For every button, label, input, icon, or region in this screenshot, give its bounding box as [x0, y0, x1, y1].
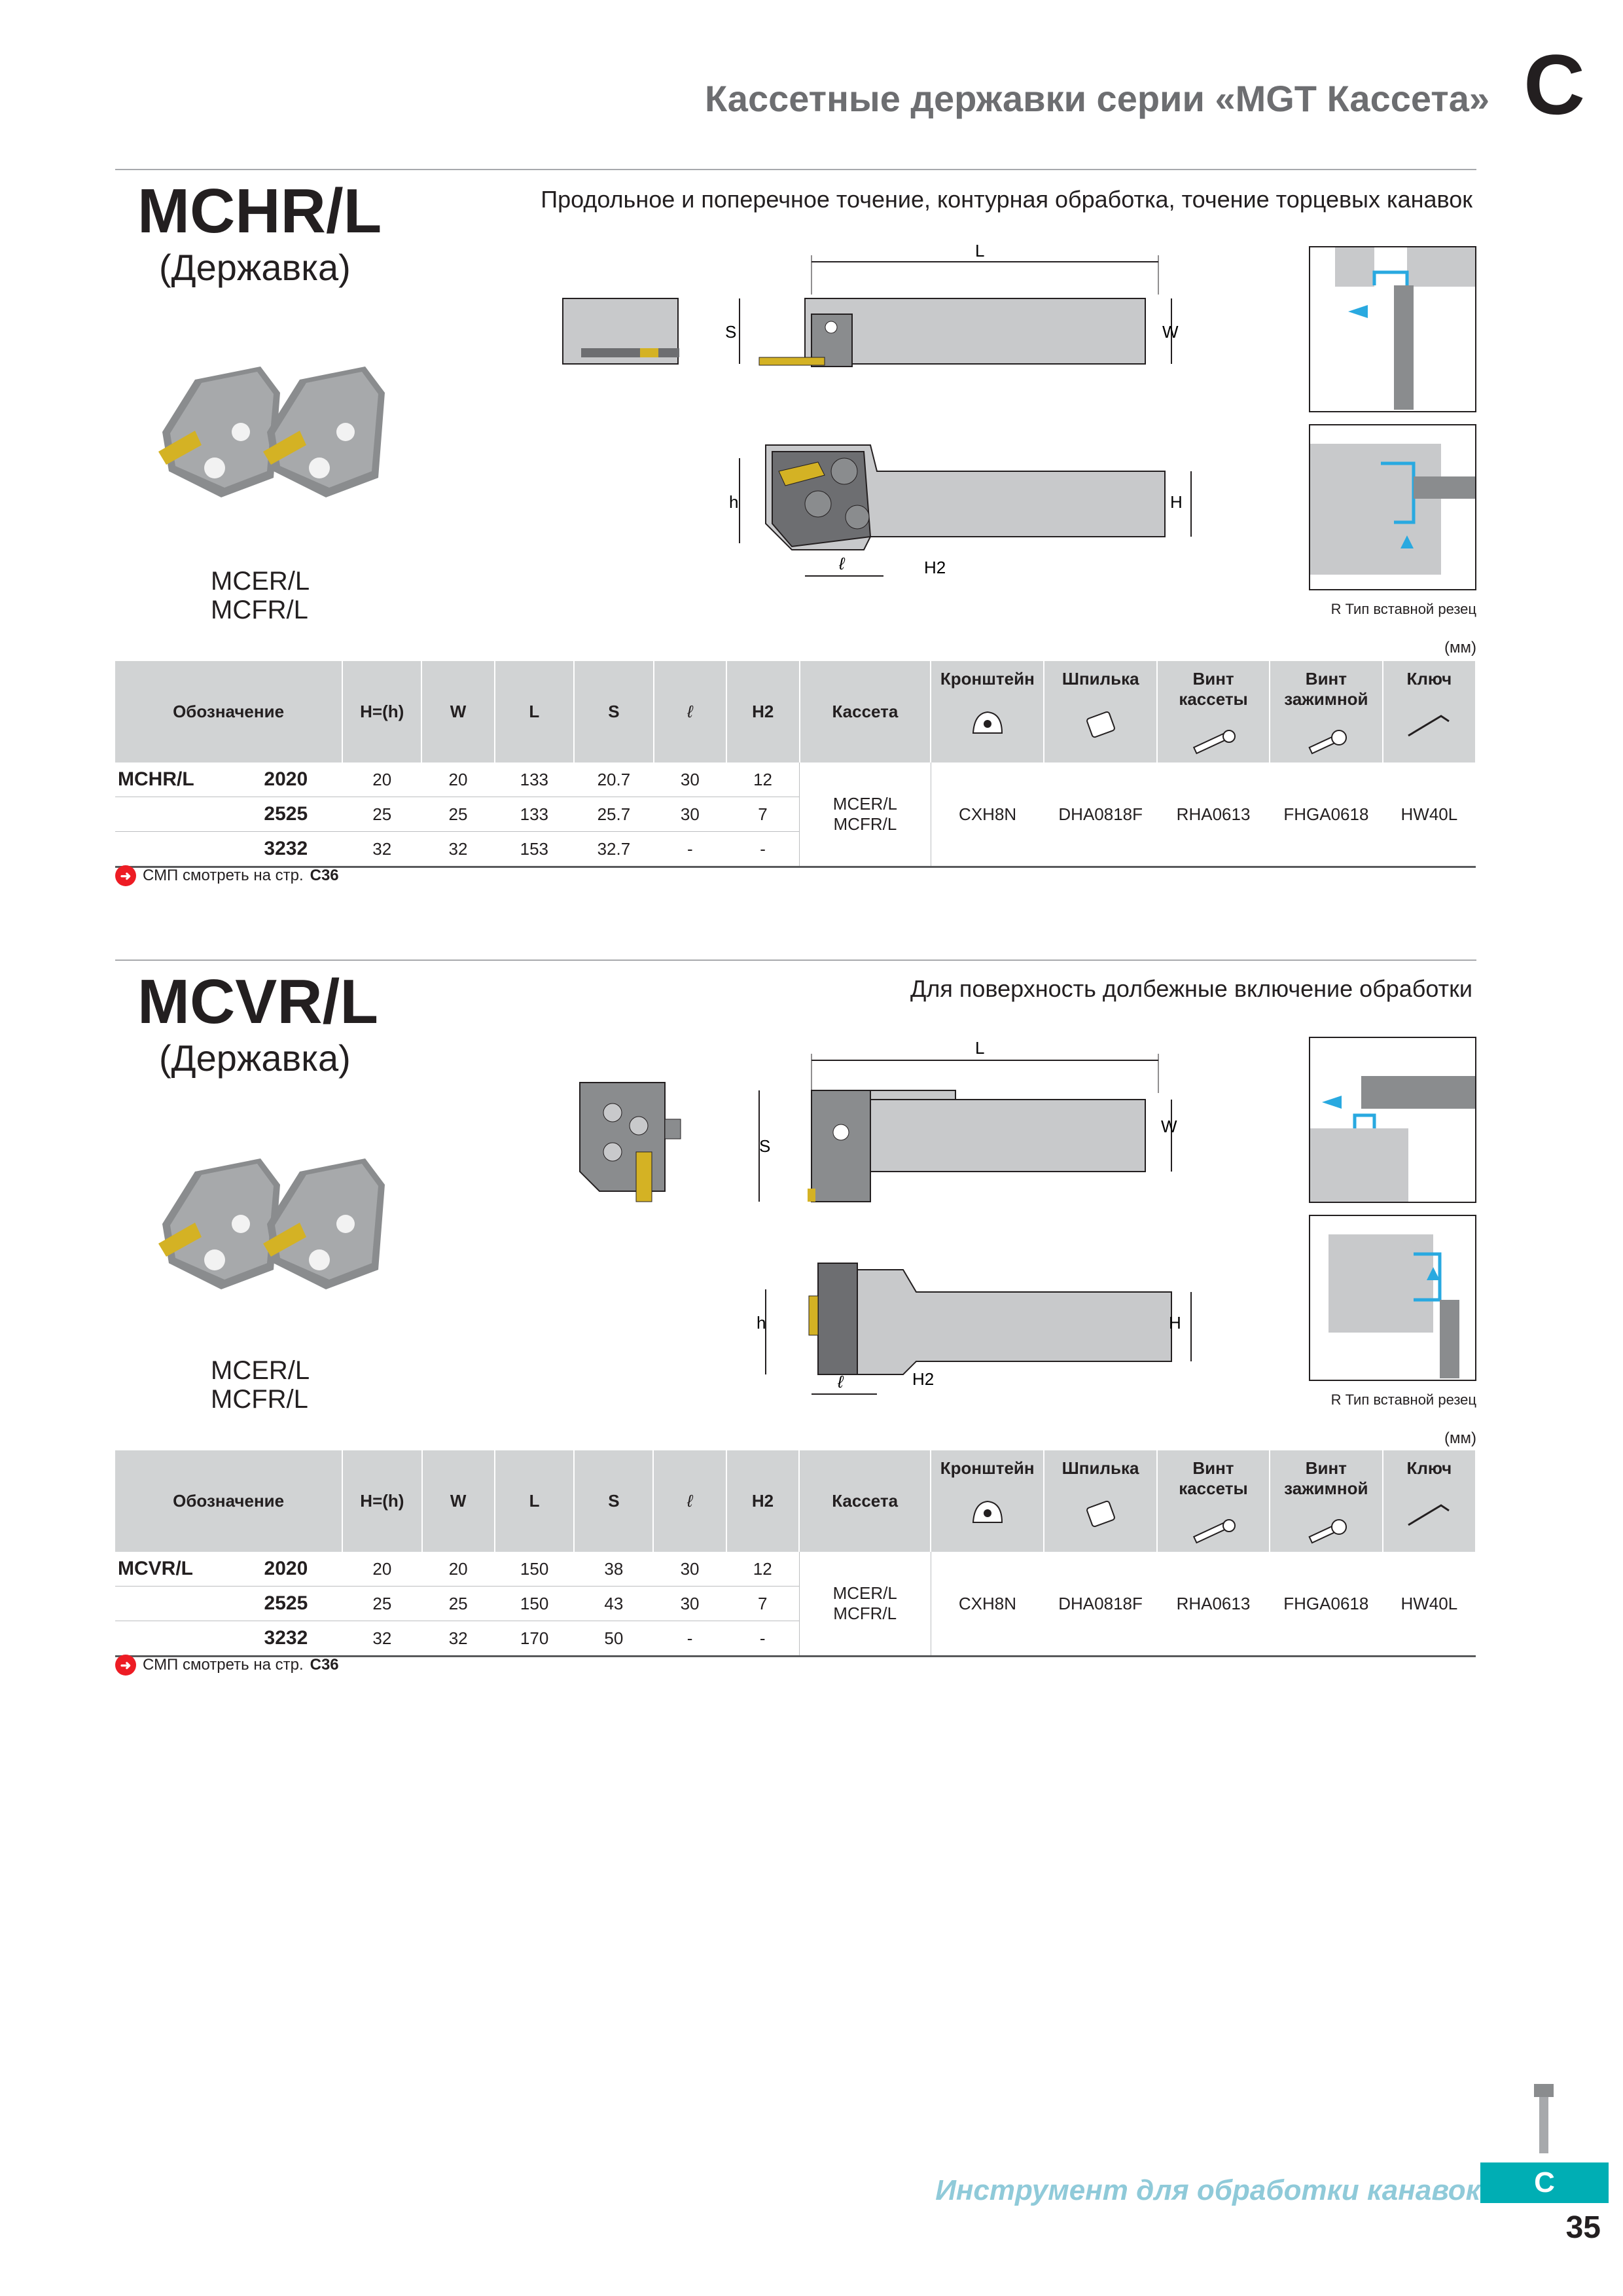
cell-w: 20 — [421, 762, 494, 797]
grooving-tool-icon — [1527, 2081, 1560, 2162]
code-cell — [115, 1621, 342, 1657]
size-code: 3232 — [264, 838, 308, 859]
holder-subtitle: (Державка) — [159, 1037, 351, 1079]
section-description: Для поверхность долбежные включение обработки — [910, 975, 1472, 1002]
hex-key-icon — [1403, 1496, 1455, 1529]
model-code: MCHR/L — [118, 768, 194, 790]
clamp-screw-icon — [1300, 1516, 1352, 1549]
th-cassette-screw — [1157, 1450, 1270, 1552]
th-h2: H2 — [726, 661, 800, 762]
cell-clamp-screw: FHGA0618 — [1270, 762, 1383, 867]
chapter-letter: C — [1524, 37, 1585, 132]
cell-cassette — [799, 1552, 931, 1657]
cell-cassette — [800, 762, 931, 867]
cell-s: 20.7 — [574, 762, 654, 797]
th-s: S — [574, 1450, 653, 1552]
cell-stud: DHA0818F — [1044, 762, 1157, 867]
th-clamp-screw-label: Винт зажимной — [1284, 669, 1368, 709]
th-stud-label: Шпилька — [1061, 669, 1139, 689]
cell-w: 32 — [421, 832, 494, 867]
cassette-name: MCFR/L — [833, 814, 897, 834]
th-cassette: Кассета — [799, 1450, 931, 1552]
th-bracket-label: Кронштейн — [940, 669, 1035, 689]
size-code: 2020 — [264, 768, 308, 790]
operation-pictogram — [1309, 1037, 1476, 1203]
th-designation: Обозначение — [115, 1450, 342, 1552]
front-view-drawing — [562, 295, 686, 373]
th-ell: ℓ — [654, 661, 726, 762]
cell-l: 153 — [495, 832, 574, 867]
page-number: 35 — [1565, 2210, 1601, 2245]
footer-title: Инструмент для обработки канавок — [935, 2174, 1480, 2206]
r-type-note: R Тип вставной резец — [1330, 1391, 1476, 1408]
note-text: СМП смотреть на стр. — [143, 1656, 304, 1674]
operation-pictogram — [1309, 246, 1476, 412]
model-code: MCVR/L — [118, 1558, 193, 1579]
cell-cassette-screw: RHA0613 — [1157, 1552, 1270, 1657]
th-h2: H2 — [726, 1450, 800, 1552]
bracket-icon — [968, 1496, 1007, 1529]
insert-reference-note[interactable] — [115, 865, 339, 886]
cell-w: 32 — [422, 1621, 495, 1657]
size-code: 2525 — [264, 803, 308, 825]
cell-w: 25 — [421, 797, 494, 832]
dim-label-L: L — [975, 242, 985, 260]
dim-label-H2: H2 — [912, 1369, 935, 1389]
cell-s: 43 — [574, 1587, 653, 1621]
arrow-right-icon: ➜ — [115, 1655, 136, 1676]
th-l: L — [495, 1450, 574, 1552]
dim-label-H2: H2 — [924, 558, 946, 577]
code-cell — [115, 797, 342, 832]
cassette-name: MCER/L — [832, 794, 898, 814]
spec-table — [115, 1450, 1476, 1657]
r-type-note: R Тип вставной резец — [1330, 601, 1476, 617]
cell-l: 133 — [495, 762, 574, 797]
cell-ell: 30 — [653, 1587, 726, 1621]
operation-pictogram — [1309, 1215, 1476, 1381]
cell-h: 25 — [342, 797, 421, 832]
cell-h: 20 — [342, 1552, 421, 1587]
clamp-screw-icon — [1300, 727, 1352, 760]
arrow-right-icon: ➜ — [115, 865, 136, 886]
th-bracket — [931, 661, 1044, 762]
th-s: S — [574, 661, 654, 762]
cell-key: HW40L — [1383, 1552, 1476, 1657]
th-w: W — [422, 1450, 495, 1552]
cell-h2: - — [726, 1621, 800, 1657]
chapter-tab[interactable]: C — [1480, 2162, 1609, 2203]
cell-h2: 12 — [726, 1552, 800, 1587]
dim-label-S: S — [759, 1136, 771, 1156]
model-title: MCVR/L — [137, 967, 378, 1037]
cell-h: 25 — [342, 1587, 421, 1621]
th-clamp-screw — [1270, 1450, 1383, 1552]
side-view-drawing — [720, 419, 1204, 589]
cell-h: 32 — [342, 1621, 421, 1657]
stud-icon — [1081, 1496, 1120, 1529]
cell-s: 38 — [574, 1552, 653, 1587]
unit-label: (мм) — [1444, 1429, 1476, 1447]
cell-clamp-screw: FHGA0618 — [1270, 1552, 1383, 1657]
dim-label-ell: ℓ — [839, 554, 845, 573]
insert-reference-note[interactable] — [115, 1655, 339, 1676]
stud-icon — [1081, 707, 1120, 740]
cell-ell: - — [653, 1621, 726, 1657]
dim-label-S: S — [725, 322, 737, 342]
th-key-label: Ключ — [1406, 669, 1452, 689]
cassette-photo — [149, 1145, 398, 1302]
insert-name: MCER/L — [211, 1356, 310, 1385]
th-cassette-screw-label: Винт кассеты — [1179, 1458, 1248, 1498]
dim-label-L: L — [975, 1038, 985, 1058]
cell-ell: 30 — [654, 762, 726, 797]
cassette-name: MCER/L — [832, 1583, 897, 1603]
cell-l: 150 — [495, 1552, 574, 1587]
cell-ell: 30 — [654, 797, 726, 832]
divider — [115, 960, 1476, 961]
note-page: C36 — [310, 867, 339, 884]
dim-label-W: W — [1162, 322, 1179, 342]
dim-label-ell: ℓ — [838, 1372, 844, 1391]
th-stud-label: Шпилька — [1061, 1458, 1139, 1478]
section-description: Продольное и поперечное точение, контурная обработка, точение торцевых канавок — [541, 186, 1472, 213]
cell-l: 170 — [495, 1621, 574, 1657]
th-clamp-screw-label: Винт зажимной — [1284, 1458, 1368, 1498]
code-cell — [115, 832, 342, 867]
th-cassette-screw-label: Винт кассеты — [1179, 669, 1248, 709]
th-key — [1383, 661, 1476, 762]
cell-l: 150 — [495, 1587, 574, 1621]
note-page: C36 — [310, 1656, 339, 1674]
page-header-title: Кассетные державки серии «MGT Кассета» — [704, 78, 1489, 119]
holder-subtitle: (Державка) — [159, 247, 351, 288]
code-cell — [115, 1587, 342, 1621]
code-cell — [115, 1552, 342, 1587]
insert-list — [211, 1356, 310, 1414]
dim-label-W: W — [1161, 1117, 1177, 1136]
cell-ell: - — [654, 832, 726, 867]
cell-h2: - — [726, 832, 800, 867]
cassette-photo — [149, 353, 398, 511]
hex-key-icon — [1403, 707, 1455, 740]
cell-s: 25.7 — [574, 797, 654, 832]
th-bracket — [931, 1450, 1044, 1552]
th-cassette: Кассета — [800, 661, 931, 762]
dim-label-H: H — [1170, 492, 1183, 512]
th-w: W — [421, 661, 494, 762]
unit-label: (мм) — [1444, 639, 1476, 656]
th-stud — [1044, 661, 1157, 762]
insert-name: MCER/L — [211, 567, 310, 596]
cell-cassette-screw: RHA0613 — [1157, 762, 1270, 867]
th-stud — [1044, 1450, 1157, 1552]
th-key-label: Ключ — [1406, 1458, 1452, 1478]
cell-bracket: CXH8N — [931, 1552, 1044, 1657]
cell-w: 25 — [422, 1587, 495, 1621]
th-designation: Обозначение — [115, 661, 342, 762]
cell-h: 20 — [342, 762, 421, 797]
cell-stud: DHA0818F — [1044, 1552, 1157, 1657]
cell-l: 133 — [495, 797, 574, 832]
side-view-drawing — [726, 1244, 1211, 1407]
th-h: H=(h) — [342, 1450, 421, 1552]
cell-s: 32.7 — [574, 832, 654, 867]
screw-icon — [1187, 1516, 1240, 1549]
screw-icon — [1187, 727, 1240, 760]
code-cell — [115, 762, 342, 797]
cell-h2: 12 — [726, 762, 800, 797]
spec-table — [115, 661, 1476, 868]
cell-s: 50 — [574, 1621, 653, 1657]
insert-name: MCFR/L — [211, 596, 308, 624]
th-h: H=(h) — [342, 661, 421, 762]
insert-list — [211, 567, 310, 624]
cassette-name: MCFR/L — [833, 1604, 897, 1623]
operation-pictogram — [1309, 424, 1476, 590]
dim-label-h: h — [729, 492, 739, 512]
size-code: 2020 — [264, 1558, 308, 1579]
th-l: L — [495, 661, 574, 762]
divider — [115, 169, 1476, 170]
cell-h: 32 — [342, 832, 421, 867]
th-ell: ℓ — [653, 1450, 726, 1552]
front-view-drawing — [573, 1080, 691, 1211]
cell-h2: 7 — [726, 1587, 800, 1621]
th-key — [1383, 1450, 1476, 1552]
th-cassette-screw — [1157, 661, 1270, 762]
insert-name: MCFR/L — [211, 1385, 308, 1414]
top-view-drawing — [720, 242, 1204, 399]
top-view-drawing — [726, 1034, 1211, 1217]
size-code: 2525 — [264, 1592, 308, 1614]
th-clamp-screw — [1270, 661, 1383, 762]
cell-bracket: CXH8N — [931, 762, 1044, 867]
model-title: MCHR/L — [137, 176, 382, 246]
size-code: 3232 — [264, 1627, 308, 1649]
th-bracket-label: Кронштейн — [940, 1458, 1035, 1478]
cell-h2: 7 — [726, 797, 800, 832]
cell-key: HW40L — [1383, 762, 1476, 867]
note-text: СМП смотреть на стр. — [143, 867, 304, 884]
dim-label-h: h — [757, 1313, 766, 1333]
bracket-icon — [968, 707, 1007, 740]
dim-label-H: H — [1169, 1313, 1181, 1333]
cell-w: 20 — [422, 1552, 495, 1587]
cell-ell: 30 — [653, 1552, 726, 1587]
